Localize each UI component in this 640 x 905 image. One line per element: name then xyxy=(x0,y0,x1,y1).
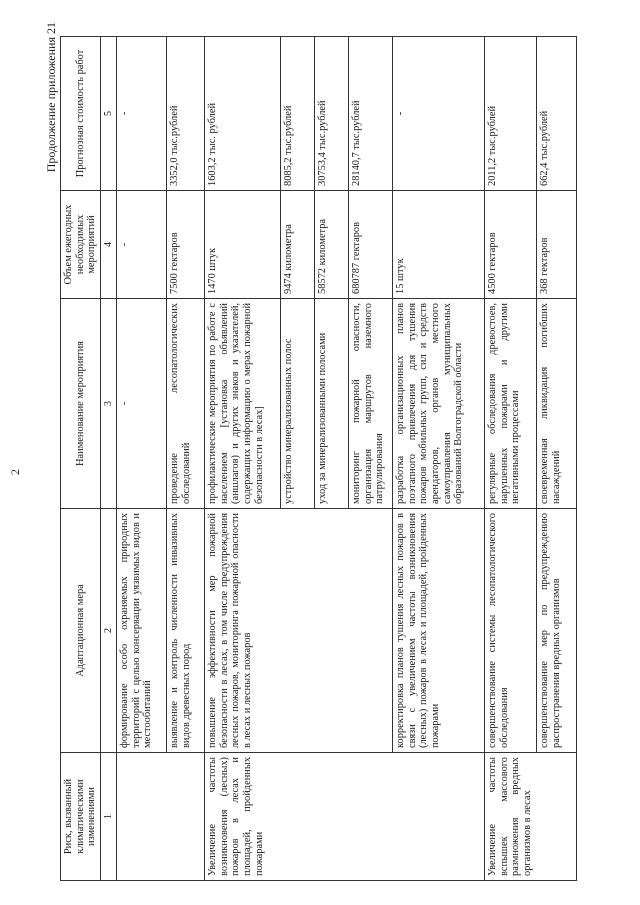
header-measure: Адаптационная мера xyxy=(61,509,101,753)
col-number-2: 2 xyxy=(100,509,116,753)
risk-cell: Увеличение частоты возникновения (лесных) пожаров в лесах и площадей, пройденных пожарами xyxy=(205,753,281,881)
volume-cell: 1470 штук xyxy=(205,191,281,299)
appendix-caption: Продолжение приложения 21 xyxy=(44,22,58,173)
activity-cell: устройство минерализованных полос xyxy=(281,299,315,509)
adaptation-measures-table xyxy=(60,36,577,881)
activity-cell: - xyxy=(117,299,167,509)
activity-cell: мониторинг пожарной опасности, организация маршрутов наземного патрулирования xyxy=(349,299,393,509)
col-number-4: 4 xyxy=(100,191,116,299)
activity-cell: уход за минерализованными полосами xyxy=(315,299,349,509)
col-number-3: 3 xyxy=(100,299,116,509)
table-row xyxy=(281,37,315,881)
risk-cell-continued xyxy=(117,753,167,881)
volume-cell: 368 гектаров xyxy=(537,191,577,299)
column-number-row xyxy=(100,37,116,881)
table-row xyxy=(117,37,167,881)
activity-cell: своевременная ликвидация погибших насаждений xyxy=(537,299,577,509)
measure-cell: повышение эффективности мер пожарной безопасности в лесах, в том числе предупреждения лесных пожаров, мониторинга пожарной опасности в лесах и лесных пожаров xyxy=(205,509,281,753)
activity-cell: профилактические мероприятия по работе с населением [установка объявлений (аншлагов) и других знаков и указателей, содержащих информацию о мерах пожарной безопасности в лесах] xyxy=(205,299,281,509)
header-row xyxy=(61,37,101,881)
volume-cell: 680787 гектаров xyxy=(349,191,393,299)
table-row xyxy=(393,37,485,881)
volume-cell: - xyxy=(117,191,167,299)
volume-cell: 15 штук xyxy=(393,191,485,299)
measure-cell: формирование особо охраняемых природных территорий с целью консервации уязвимых видов и местообитаний xyxy=(117,509,167,753)
table-row xyxy=(537,37,577,881)
col-number-1: 1 xyxy=(100,753,116,881)
page-number: 2 xyxy=(8,469,22,475)
volume-cell: 7500 гектаров xyxy=(167,191,205,299)
measure-cell: корректировка планов тушения лесных пожаров в связи с увеличением частоты возникновения (лесных) пожаров в лесах и площадей, пройденных пожарами xyxy=(393,509,485,753)
table-row xyxy=(167,37,205,881)
header-activity: Наименование мероприятия xyxy=(61,299,101,509)
risk-cell-continued xyxy=(315,753,349,881)
cost-cell: 30753,4 тыс.рублей xyxy=(315,37,349,191)
volume-cell: 4500 гектаров xyxy=(485,191,537,299)
table-row xyxy=(485,37,537,881)
cost-cell: - xyxy=(393,37,485,191)
risk-cell-continued xyxy=(537,753,577,881)
risk-cell-continued xyxy=(167,753,205,881)
risk-cell: Увеличение частоты вспышек массового размножения вредных организмов в лесах xyxy=(485,753,537,881)
table-row xyxy=(349,37,393,881)
measure-cell-continued xyxy=(349,509,393,753)
measure-cell: совершенствование мер по предупреждению распространения вредных организмов xyxy=(537,509,577,753)
cost-cell: 28140,7 тыс.рублей xyxy=(349,37,393,191)
table-row xyxy=(315,37,349,881)
measure-cell-continued xyxy=(315,509,349,753)
col-number-5: 5 xyxy=(100,37,116,191)
measure-cell: совершенствование системы лесопатологического обследования xyxy=(485,509,537,753)
risk-cell-continued xyxy=(349,753,393,881)
header-cost: Прогнозная стоимость работ xyxy=(61,37,101,191)
cost-cell: 8085,2 тыс.рублей xyxy=(281,37,315,191)
activity-cell: регулярные обследования древостоев, нарушенных пожарами и другими негативными процессами xyxy=(485,299,537,509)
cost-cell: 662,4 тыс.рублей xyxy=(537,37,577,191)
cost-cell: - xyxy=(117,37,167,191)
volume-cell: 9474 километра xyxy=(281,191,315,299)
header-risk: Риск, вызванный климатическими изменениями xyxy=(61,753,101,881)
table-row xyxy=(205,37,281,881)
cost-cell: 2011,2 тыс.рублей xyxy=(485,37,537,191)
cost-cell: 1603,2 тыс. рублей xyxy=(205,37,281,191)
activity-cell: проведение лесопатологических обследований xyxy=(167,299,205,509)
cost-cell: 3352,0 тыс.рублей xyxy=(167,37,205,191)
risk-cell-continued xyxy=(281,753,315,881)
measure-cell: выявление и контроль численности инвазивных видов древесных пород xyxy=(167,509,205,753)
measure-cell-continued xyxy=(281,509,315,753)
header-volume: Объем ежегодных необходимых мероприятий xyxy=(61,191,101,299)
risk-cell-continued xyxy=(393,753,485,881)
activity-cell: разработка организационных планов поэтапного привлечения для тушения пожаров мобильных групп, сил и средств арендаторов, органов местного самоуправления муниципальных образований Волгоградской области xyxy=(393,299,485,509)
volume-cell: 58572 километра xyxy=(315,191,349,299)
